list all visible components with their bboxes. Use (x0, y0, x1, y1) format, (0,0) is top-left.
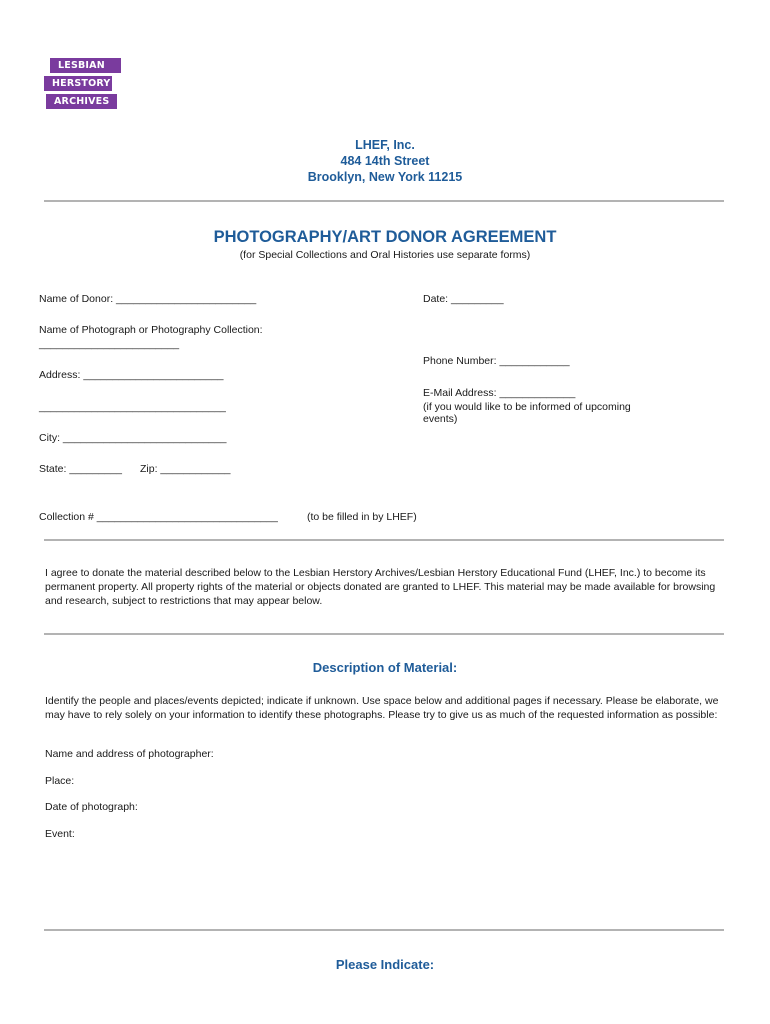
logo-line-3: ARCHIVES (46, 94, 117, 109)
divider (44, 633, 724, 635)
photo-date-label: Date of photograph: (45, 801, 138, 813)
divider (44, 929, 724, 931)
divider (44, 539, 724, 541)
photographer-label: Name and address of photographer: (45, 748, 214, 760)
email-note-line-2: events) (423, 413, 458, 425)
divider (44, 200, 724, 202)
address-line2-field[interactable]: ________________________________ (39, 401, 226, 413)
logo (44, 58, 119, 110)
email-note-line-1: (if you would like to be informed of upcoming (423, 401, 631, 413)
description-instructions: Identify the people and places/events depicted; indicate if unknown. Use space below and additional pages if necessary. Please be elaborate, we may have to rely solely on your information to identify these photographs. Please try to give us as much of the requested information as possible: (45, 695, 719, 721)
org-name: LHEF, Inc. (355, 138, 415, 152)
place-label: Place: (45, 775, 75, 787)
phone-field[interactable]: Phone Number: ____________ (423, 355, 570, 367)
collection-field[interactable]: Collection # _______________________________ (39, 511, 278, 523)
form-title: PHOTOGRAPHY/ART DONOR AGREEMENT (213, 228, 557, 246)
photo-name-label: Name of Photograph or Photography Collection: (39, 324, 263, 336)
city-field[interactable]: City: ____________________________ (39, 432, 227, 444)
date-field[interactable]: Date: _________ (423, 293, 504, 305)
logo-line-2: HERSTORY (44, 76, 112, 91)
donor-name-field[interactable]: Name of Donor: ________________________ (39, 293, 257, 305)
logo-line-1: LESBIAN (50, 58, 121, 73)
org-city: Brooklyn, New York 11215 (307, 170, 463, 184)
collection-note: (to be filled in by LHEF) (307, 511, 417, 523)
photo-name-field[interactable]: ________________________ (39, 338, 180, 350)
indicate-heading: Please Indicate: (335, 957, 435, 972)
org-street: 484 14th Street (340, 154, 430, 168)
email-field[interactable]: E-Mail Address: _____________ (423, 387, 576, 399)
agreement-text: I agree to donate the material described below to the Lesbian Herstory Archives/Lesbian Herstory Educational Fund (LHEF, Inc.) to become its permanent property. All property rights of the material or objects donated are granted to LHEF. This material may be made available for browsing and research, subject to restrictions that may appear below. (45, 567, 716, 607)
event-label: Event: (45, 828, 75, 840)
zip-field[interactable]: Zip: ____________ (140, 463, 231, 475)
state-field[interactable]: State: _________ (39, 463, 122, 475)
form-subtitle: (for Special Collections and Oral Histories use separate forms) (239, 249, 531, 261)
description-heading: Description of Material: (312, 660, 458, 675)
address-field[interactable]: Address: ________________________ (39, 369, 224, 381)
